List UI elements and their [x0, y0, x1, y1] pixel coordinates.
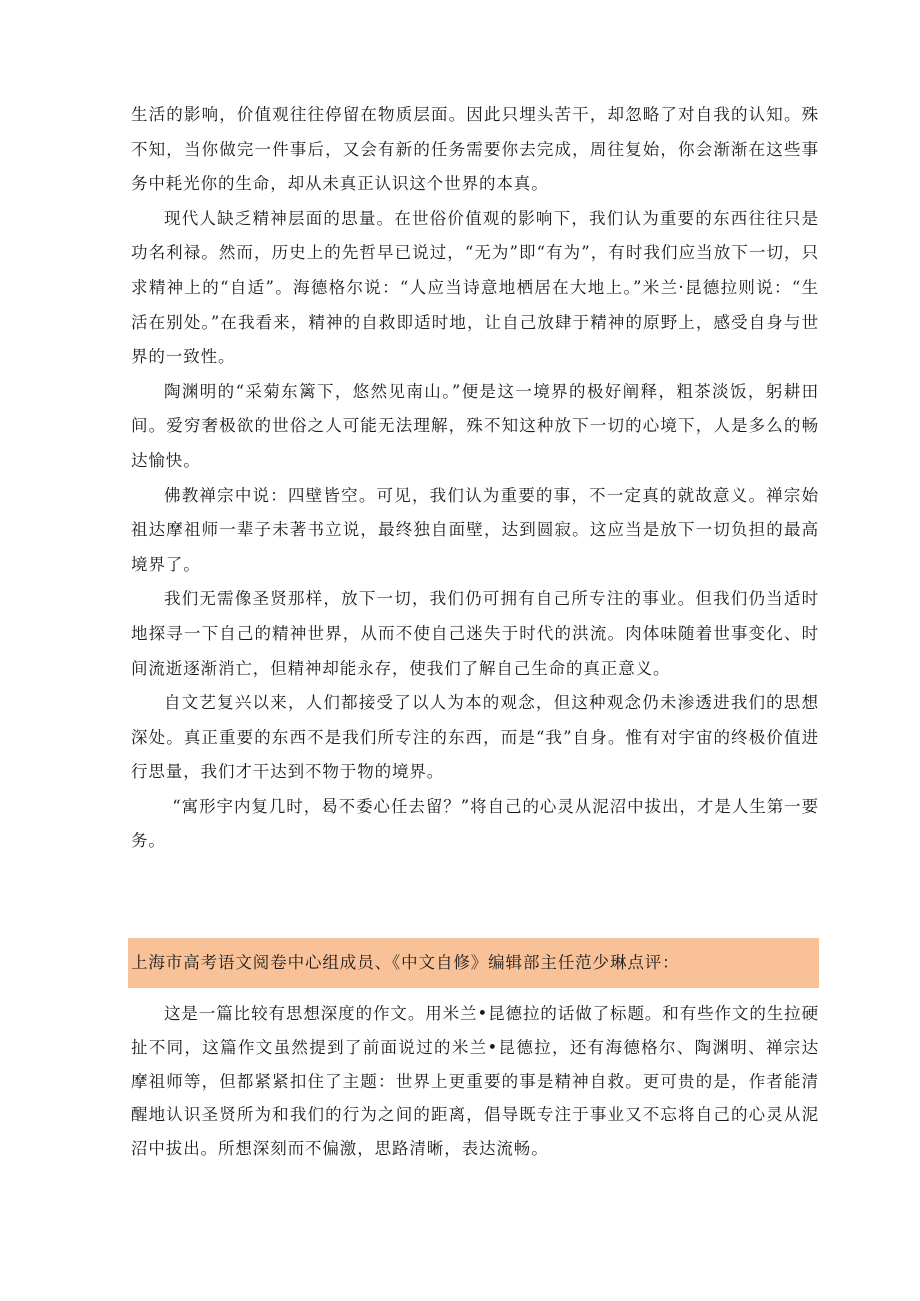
essay-paragraph-7: “寓形宇内复几时，曷不委心任去留？”将自己的心灵从泥沼中拔出，才是人生第一要务。 [131, 796, 819, 851]
essay-paragraph-4: 佛教禅宗中说：四壁皆空。可见，我们认为重要的事，不一定真的就故意义。禅宗始祖达摩祖师一辈子未著书立说，最终独自面壁，达到圆寂。这应当是放下一切负担的最高境界了。 [131, 485, 819, 574]
essay-paragraph-6: 自文艺复兴以来，人们都接受了以人为本的观念，但这种观念仍未渗透进我们的思想深处。真正重要的东西不是我们所专注的东西，而是“我”自身。惟有对宇宙的终极价值进行思量，我们才干达到不物于物的境界。 [131, 693, 819, 782]
essay-paragraph-2: 现代人缺乏精神层面的思量。在世俗价值观的影响下，我们认为重要的东西往往只是功名利禄。然而，历史上的先哲早已说过，“无为”即“有为”，有时我们应当放下一切，只求精神上的“自适”。海德格尔说：“人应当诗意地栖居在大地上。”米兰·昆德拉则说：“生活在别处。”在我看来，精神的自救即适时地，让自己放肆于精神的原野上，感受自身与世界的一致性。 [131, 208, 819, 367]
essay-body [131, 98, 819, 859]
comment-paragraph: 这是一篇比较有思想深度的作文。用米兰•昆德拉的话做了标题。和有些作文的生拉硬扯不同，这篇作文虽然提到了前面说过的米兰•昆德拉，还有海德格尔、陶渊明、禅宗达摩祖师等，但都紧紧扣住了主题：世界上更重要的事是精神自救。更可贵的是，作者能清醒地认识圣贤所为和我们的行为之间的距离，倡导既专注于事业又不忘将自己的心灵从泥沼中拔出。所想深刻而不偏激，思路清晰，表达流畅。 [131, 1004, 819, 1159]
essay-paragraph-1: 生活的影响，价值观往往停留在物质层面。因此只埋头苦干，却忽略了对自我的认知。殊不知，当你做完一件事后，又会有新的任务需要你去完成，周往复始，你会渐渐在这些事务中耗光你的生命，却从未真正认识这个世界的本真。 [131, 105, 819, 194]
comment-header-text: 上海市高考语文阅卷中心组成员、《中文自修》编辑部主任范少琳点评： [131, 953, 680, 972]
essay-paragraph-5: 我们无需像圣贤那样，放下一切，我们仍可拥有自己所专注的事业。但我们仍当适时地探寻一下自己的精神世界，从而不使自己迷失于时代的洪流。肉体味随着世事变化、时间流逝逐渐消亡，但精神却能永存，使我们了解自己生命的真正意义。 [131, 589, 819, 678]
comment-body [131, 997, 819, 1166]
comment-header-banner [128, 938, 819, 988]
essay-paragraph-3: 陶渊明的“采菊东篱下，悠然见南山。”便是这一境界的极好阐释，粗茶淡饭，躬耕田间。爱穷奢极欲的世俗之人可能无法理解，殊不知这种放下一切的心境下，人是多么的畅达愉快。 [131, 381, 819, 470]
